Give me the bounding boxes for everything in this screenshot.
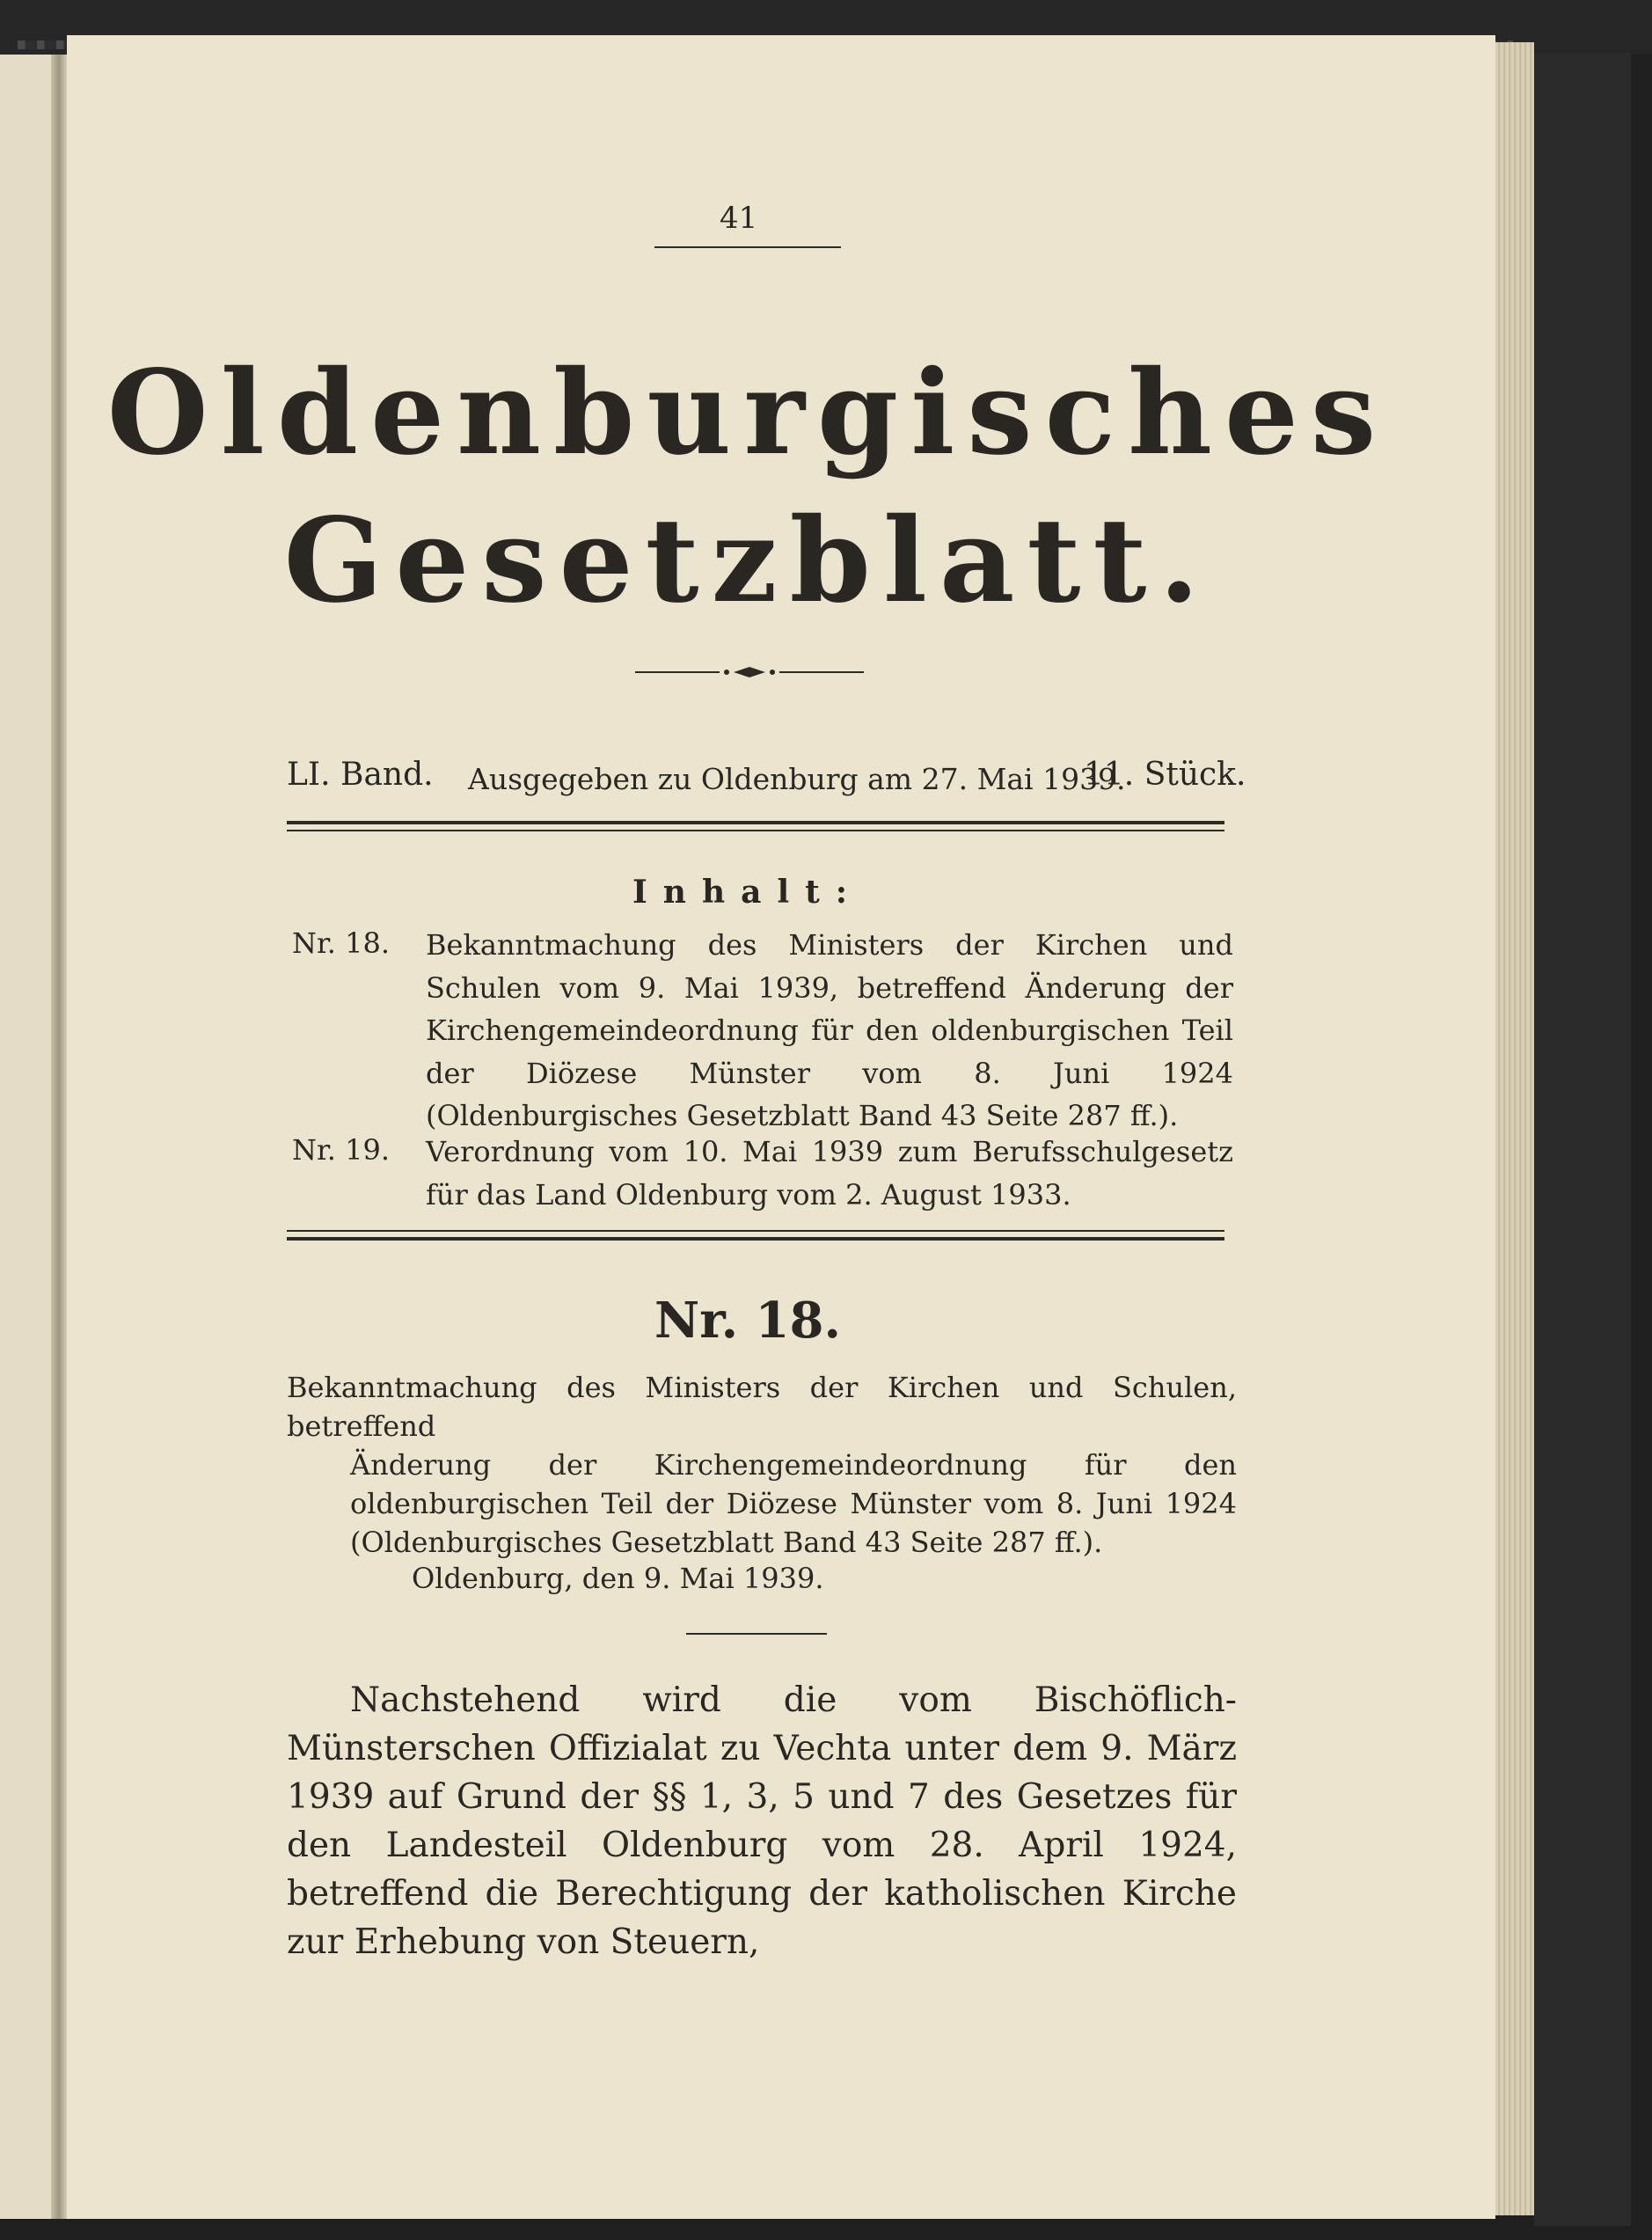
contents-item-text: Verordnung vom 10. Mai 1939 zum Berufsschulgesetz für das Land Oldenburg vom 2. August 1933.	[426, 1135, 1233, 1212]
section-title-first-line: Bekanntmachung des Ministers der Kirchen und Schulen, betreffend	[287, 1371, 1237, 1443]
body-paragraph: Nachstehend wird die vom Bischöflich-Münsterschen Offizialat zu Vechta unter dem 9. März 1939 auf Grund der §§ 1, 3, 5 und 7 des Gesetzes für den Landesteil Oldenburg vom 28. April 1924, betreffend die Berechtigung der katholischen Kirche zur Erhebung von Steuern,	[287, 1680, 1237, 1962]
contents-item-text: Bekanntmachung des Ministers der Kirchen und Schulen vom 9. Mai 1939, betreffend Änderung der Kirchengemeindeordnung für den oldenburgischen Teil der Diözese Münster vom 8. Juni 1924 (Oldenburgisches Gesetzblatt Band 43 Seite 287 ff.).	[426, 928, 1233, 1132]
contents-rule-thick	[287, 1237, 1224, 1241]
contents-rule-thin	[287, 1230, 1224, 1232]
section-body-text	[287, 1676, 1237, 1966]
issue-date: Ausgegeben zu Oldenburg am 27. Mai 1939.	[468, 762, 1126, 796]
section-divider	[686, 1633, 827, 1635]
masthead-line-1: Oldenburgisches	[106, 345, 1389, 481]
section-title-continuation: Änderung der Kirchengemeindeordnung für den oldenburgischen Teil der Diözese Münster vom 8. Juni 1924 (Oldenburgisches Gesetzblatt Band 43 Seite 287 ff.).	[350, 1448, 1237, 1559]
ornament-icon	[635, 663, 864, 681]
header-rule-thick	[287, 821, 1224, 824]
issue-piece-number: 11. Stück.	[1084, 757, 1246, 793]
contents-item-number: Nr. 18.	[292, 926, 391, 960]
header-rule-thin	[287, 830, 1224, 831]
contents-heading: Inhalt:	[632, 874, 864, 911]
volume-label: LI. Band.	[287, 757, 434, 793]
contents-item-number: Nr. 19.	[292, 1133, 391, 1167]
section-title	[287, 1368, 1237, 1562]
masthead-line-2: Gesetzblatt.	[283, 493, 1212, 629]
page-block-edge	[1495, 42, 1534, 2215]
page-number: 41	[720, 201, 758, 236]
section-heading: Nr. 18.	[654, 1292, 841, 1350]
page-number-rule	[654, 246, 841, 248]
section-date: Oldenburg, den 9. Mai 1939.	[412, 1562, 824, 1595]
book-cover-board	[1534, 53, 1631, 2226]
